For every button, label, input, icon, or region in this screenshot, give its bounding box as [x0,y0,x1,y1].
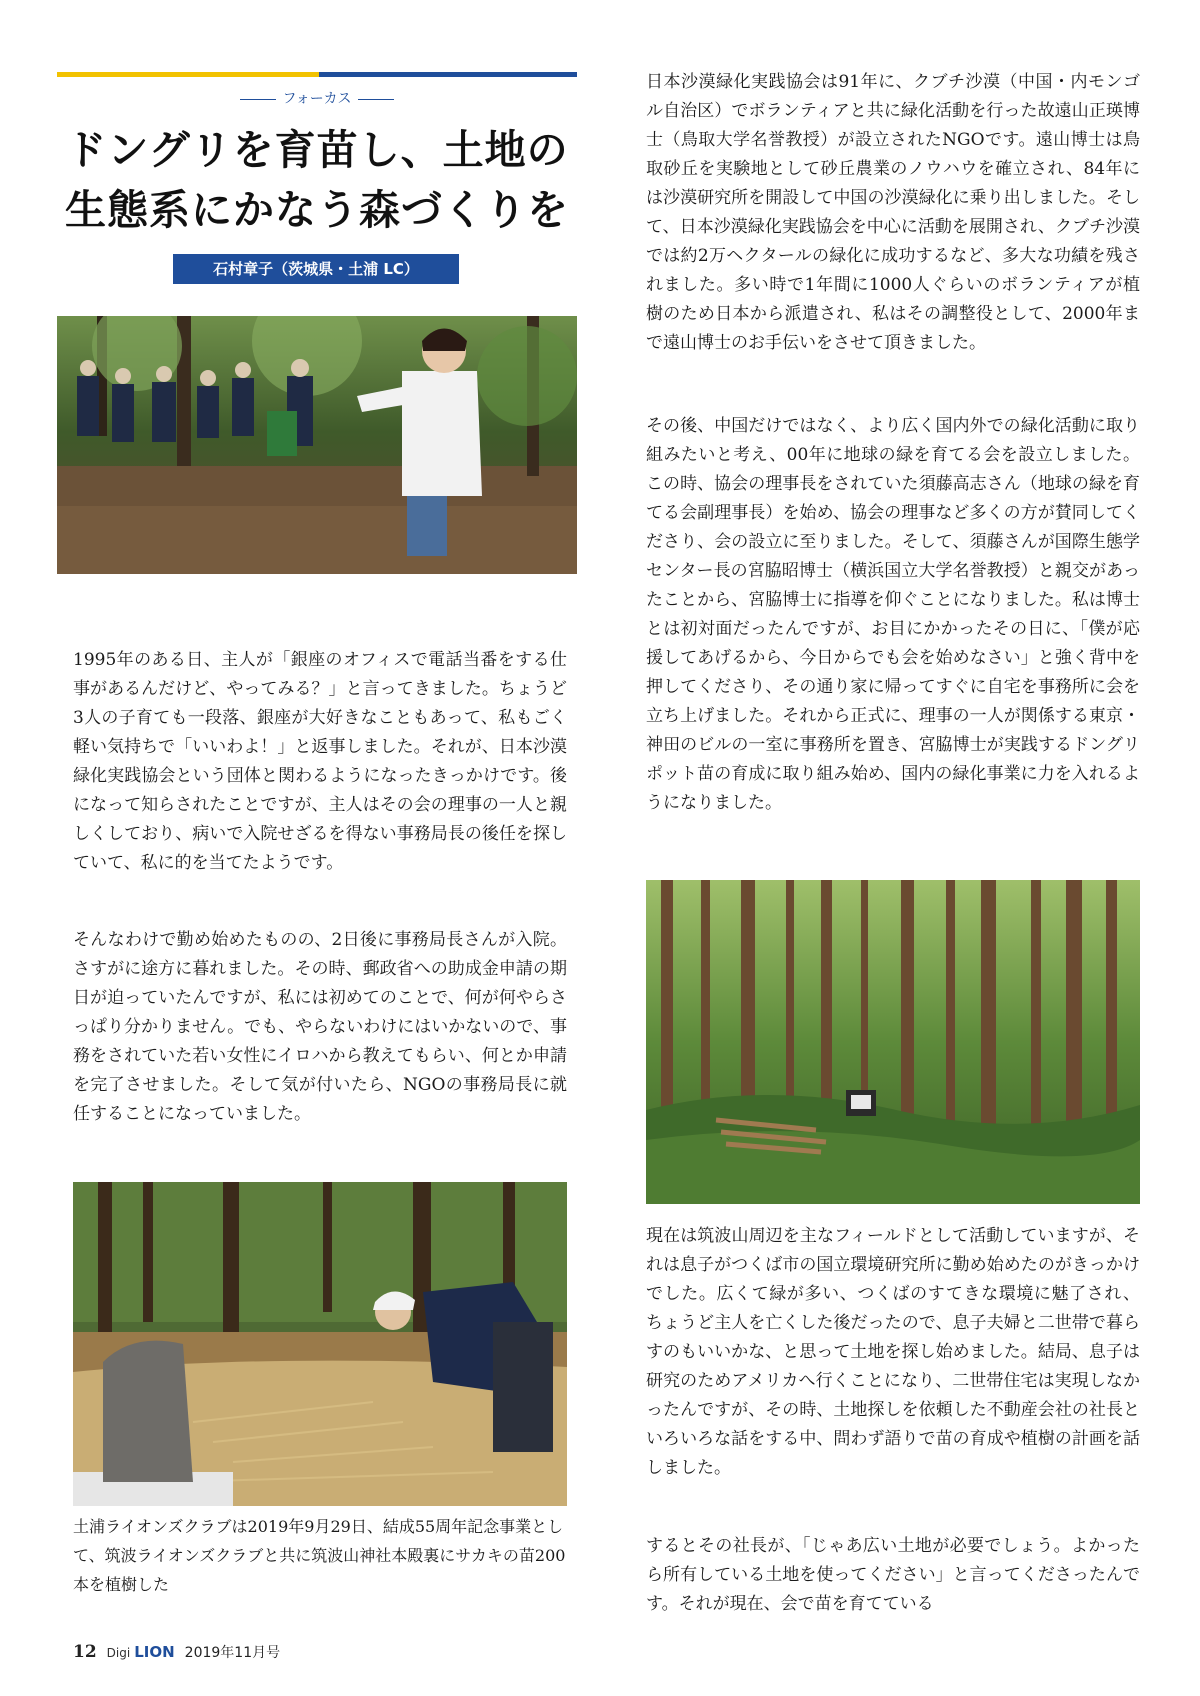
photo-caption: 土浦ライオンズクラブは2019年9月29日、結成55周年記念事業として、筑波ライオンズクラブと共に筑波山神社本殿裏にサカキの苗200本を植樹した [73,1517,566,1594]
headline-line-1: ドングリを育苗し、土地の [65,126,569,174]
left-column-text-1 [73,646,567,878]
footer-lion-logo: LION [134,1643,175,1661]
photo-speaker-in-forest [57,316,577,574]
photo-cedar-forest [646,880,1140,1204]
page-number: 12 [73,1642,97,1662]
paragraph: するとその社長が、「じゃあ広い土地が必要でしょう。よかったら所有している土地を使ってください」と言ってくださったんです。それが現在、会で苗を育てている [646,1536,1140,1614]
footer-digi: Digi [106,1646,131,1660]
footer-issue: 2019年11月号 [184,1645,281,1661]
article-headline [57,120,577,240]
section-kicker [57,88,577,108]
header-rule-yellow [57,72,319,77]
paragraph: そんなわけで勤め始めたものの、2日後に事務局長さんが入院。さすがに途方に暮れました。その時、郵政省への助成金申請の期日が迫っていたんですが、私には初めてのことで、何が何やらさっぱり分かりません。でも、やらないわけにはいかないので、事務をされていた若い女性にイロハから教えてもらい、何とか申請を完了させました。そして気が付いたら、NGOの事務局長に就任することになっていました。 [73,930,567,1124]
paragraph: その後、中国だけではなく、より広く国内外での緑化活動に取り組みたいと考え、00年に地球の緑を育てる会を設立しました。この時、協会の理事長をされていた須藤高志さん（地球の緑を育てる会副理事長）を始め、協会の理事など多くの方が賛同してくださり、会の設立に至りました。そして、須藤さんが国際生態学センター長の宮脇昭博士（横浜国立大学名誉教授）と親交があったことから、宮脇博士に指導を仰ぐことになりました。私は博士とは初対面だったんですが、お目にかかったその日に、「僕が応援してあげるから、今日からでも会を始めなさい」と強く背中を押してくださり、その通り家に帰ってすぐに自宅を事務所に会を立ち上げました。それから正式に、理事の一人が関係する東京・神田のビルの一室に事務所を置き、宮脇博士が実践するドングリポット苗の育成に取り組み始め、国内の緑化事業に力を入れるようになりました。 [646,416,1140,813]
kicker-label: フォーカス [282,91,352,107]
photo-planting-by-monument [73,1182,567,1506]
page-footer [73,1642,280,1664]
paragraph: 現在は筑波山周辺を主なフィールドとして活動していますが、それは息子がつくば市の国立環境研究所に勤め始めたのがきっかけでした。広くて緑が多い、つくばのすてきな環境に魅了され、ちょうど主人を亡くした後だったので、息子夫婦と二世帯で暮らすのもいいかな、と思って土地を探し始めました。結局、息子は研究のためアメリカへ行くことになり、二世帯住宅は実現しなかったんですが、その時、土地探しを依頼した不動産会社の社長といろいろな話をする中、問わず語りで苗の育成や植樹の計画を話しました。 [646,1226,1140,1478]
headline-line-2: 生態系にかなう森づくりを [65,186,569,234]
left-column-text-2 [73,926,567,1129]
kicker-line-right [358,99,394,100]
kicker-line-left [240,99,276,100]
paragraph: 日本沙漠緑化実践協会は91年に、クブチ沙漠（中国・内モンゴル自治区）でボランティアと共に緑化活動を行った故遠山正瑛博士（鳥取大学名誉教授）が設立されたNGOです。遠山博士は鳥取砂丘を実験地として砂丘農業のノウハウを確立され、84年には沙漠研究所を開設して中国の沙漠緑化に乗り出しました。そして、日本沙漠緑化実践協会を中心に活動を展開され、クブチ沙漠では約2万ヘクタールの緑化に成功するなど、多大な功績を残されました。多い時で1年間に1000人ぐらいのボランティアが植樹のため日本から派遣され、私はその調整役として、2000年まで遠山博士のお手伝いをさせて頂きました。 [646,72,1140,353]
right-column-text-2 [646,412,1140,818]
right-column-text-1 [646,68,1140,358]
author-byline: 石村章子（茨城県・土浦 LC） [173,254,459,284]
paragraph: 1995年のある日、主人が「銀座のオフィスで電話当番をする仕事があるんだけど、やってみる？」と言ってきました。ちょうど3人の子育ても一段落、銀座が大好きなこともあって、私もごく軽い気持ちで「いいわよ！」と返事しました。それが、日本沙漠緑化実践協会という団体と関わるようになったきっかけです。後になって知らされたことですが、主人はその会の理事の一人と親しくしており、病いで入院せざるを得ない事務局長の後任を探していて、私に的を当てたようです。 [73,650,567,873]
right-column-text-3 [646,1222,1140,1483]
right-column-text-4 [646,1532,1140,1619]
